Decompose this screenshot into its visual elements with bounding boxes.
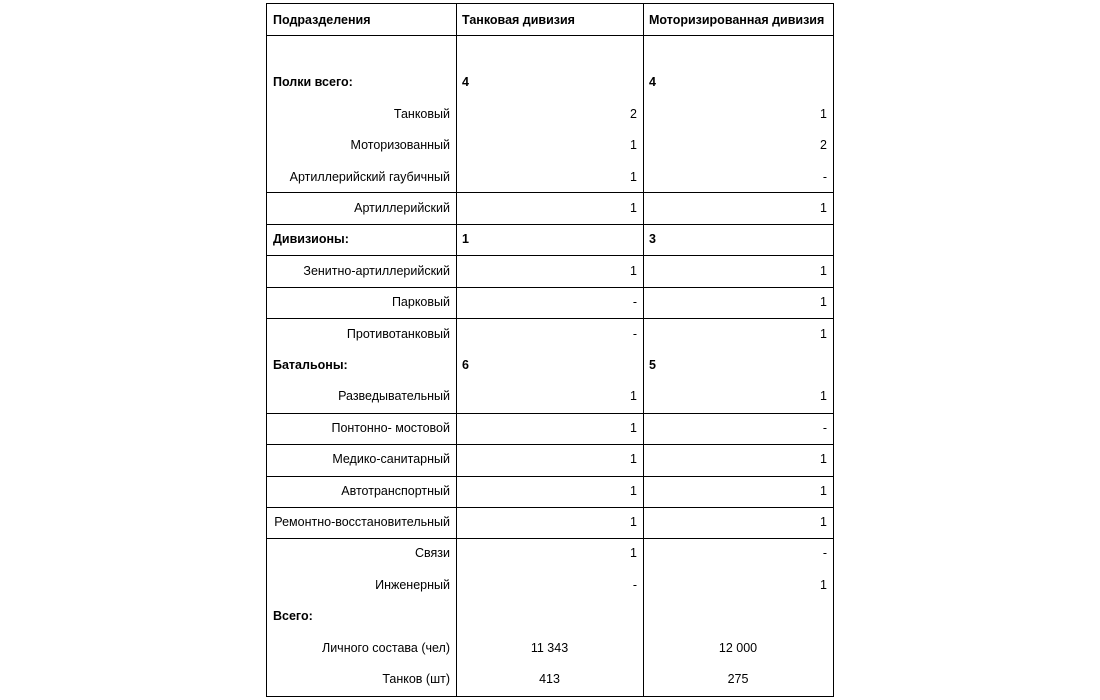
table-row [267,67,833,98]
tank-division-value: 6 [462,358,469,372]
table-row [267,475,833,506]
table-row [267,193,833,224]
tank-division-value: - [632,295,637,310]
row-label: Парковый [391,295,450,310]
row-label: Автотранспортный [341,483,450,498]
table-row [267,601,833,632]
motorized-division-value: - [822,420,827,435]
motorized-division-value: 1 [820,263,827,278]
table-row [267,161,833,192]
motorized-division-value: 1 [820,106,827,121]
tank-division-value: 1 [630,263,637,278]
table-row [267,538,833,569]
row-label: Полки всего: [273,75,353,90]
table-row [267,632,833,663]
tank-division-value: 1 [630,201,637,215]
tank-division-value: 1 [630,138,637,153]
table-row [267,412,833,443]
tank-division-value: 1 [630,169,637,184]
table-row [267,664,833,695]
tank-division-value: 1 [630,452,637,467]
table-row [267,36,833,67]
tank-division-value: - [632,326,637,341]
row-label: Артиллерийский [354,201,450,215]
motorized-division-value: 1 [820,389,827,404]
tank-division-value: 2 [630,106,637,121]
tank-division-value: 4 [462,75,469,90]
motorized-division-value: 1 [820,326,827,341]
motorized-division-value: 1 [820,295,827,310]
motorized-division-value: 4 [649,75,656,90]
row-label: Инженерный [375,577,450,592]
motorized-division-value: 1 [820,515,827,529]
table-row [267,381,833,412]
table-row [267,318,833,349]
table-row [267,350,833,381]
table-row [267,255,833,286]
table-row [267,569,833,600]
row-label: Зенитно-артиллерийский [303,263,450,278]
row-label: Артиллерийский гаубичный [289,169,450,184]
motorized-division-value: - [822,546,827,561]
row-label: Противотанковый [346,326,450,341]
row-label: Танковый [393,106,450,121]
row-label: Батальоны: [273,358,348,372]
header-motorized-division: Моторизированная дивизия [649,12,825,27]
row-label: Дивизионы: [273,232,349,247]
header-subdivisions: Подразделения [273,12,371,27]
motorized-division-value: 2 [820,138,827,153]
tank-division-value: 11 343 [530,640,569,655]
table-row [267,98,833,129]
row-label: Разведывательный [338,389,450,404]
division-comparison-table [266,3,834,697]
tank-division-value: 1 [630,546,637,561]
motorized-division-value: 3 [649,232,656,247]
row-label: Личного состава (чел) [322,640,450,655]
tank-division-value: 413 [539,672,560,686]
tank-division-value: 1 [630,483,637,498]
row-label: Ремонтно-восстановительный [274,515,450,529]
table-row [267,224,833,255]
row-label: Медико-санитарный [332,452,450,467]
motorized-division-value: 12 000 [718,640,758,655]
motorized-division-value: 1 [820,201,827,215]
table-row [267,507,833,538]
motorized-division-value: 1 [820,577,827,592]
tank-division-value: - [632,577,637,592]
tank-division-value: 1 [630,420,637,435]
row-label: Понтонно- мостовой [331,420,450,435]
table-row [267,130,833,161]
row-label: Танков (шт) [382,672,450,686]
motorized-division-value: - [822,169,827,184]
header-tank-division: Танковая дивизия [462,12,575,27]
tank-division-value: 1 [630,515,637,529]
table-row [267,444,833,475]
row-label: Всего: [273,609,313,624]
tank-division-value: 1 [630,389,637,404]
motorized-division-value: 5 [649,358,656,372]
header-row [267,4,833,35]
row-label: Связи [414,546,450,561]
motorized-division-value: 275 [727,672,749,686]
motorized-division-value: 1 [820,452,827,467]
row-label: Моторизованный [350,138,450,153]
tank-division-value: 1 [462,232,469,247]
motorized-division-value: 1 [820,483,827,498]
motorized-division-value [643,601,833,632]
tank-division-value [456,601,643,632]
table-row [267,287,833,318]
